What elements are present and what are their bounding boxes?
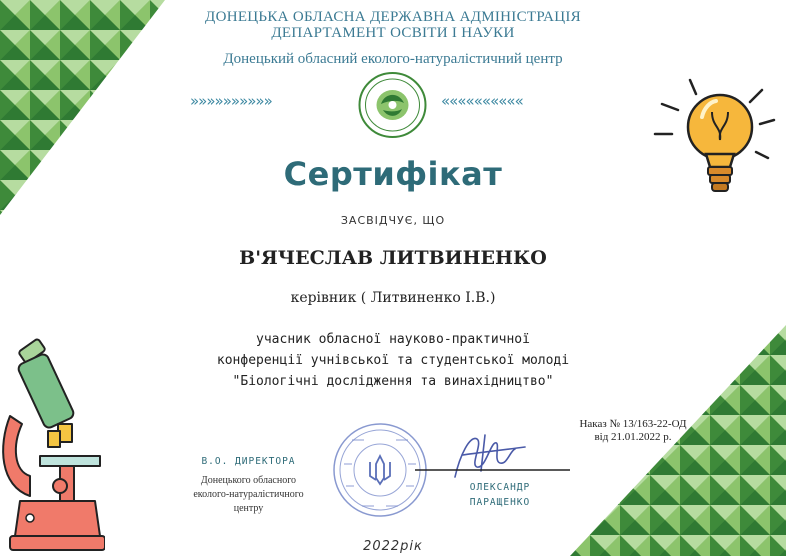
description-line-1: учасник обласної науково-практичної xyxy=(256,332,530,347)
signatory-organization xyxy=(166,474,331,516)
signatory-title: В.О. ДИРЕКТОРА xyxy=(201,456,296,467)
microscope-icon xyxy=(0,336,105,556)
arrows-right: «««««««««« xyxy=(441,92,523,110)
header-administration: ДОНЕЦЬКА ОБЛАСНА ДЕРЖАВНА АДМІНІСТРАЦІЯ xyxy=(205,9,581,25)
logo-emblem-icon xyxy=(355,70,430,140)
recipient-name: В'ЯЧЕСЛАВ ЛИТВИНЕНКО xyxy=(239,247,547,269)
signatory-last-name: ПАРАЩЕНКО xyxy=(469,497,531,508)
header-center: Донецький обласний еколого-натуралістичний центр xyxy=(223,51,563,67)
signatory-org-line-1: Донецького обласного xyxy=(200,475,297,486)
certifies-label: ЗАСВІДЧУЄ, ЩО xyxy=(340,214,446,227)
signatory-name xyxy=(445,480,555,510)
order-number: Наказ № 13/163-22-ОД xyxy=(579,418,687,430)
signatory-first-name: ОЛЕКСАНДР xyxy=(469,482,531,493)
description-line-2: конференції учнівської та студентської молоді xyxy=(216,353,570,368)
signatory-org-line-2: еколого-натуралістичного xyxy=(193,489,304,500)
signature-icon xyxy=(415,425,575,485)
issue-year: 2022рік xyxy=(363,539,423,554)
header-department: ДЕПАРТАМЕНТ ОСВІТИ І НАУКИ xyxy=(271,25,515,41)
recipient-role: керівник ( Литвиненко І.В.) xyxy=(290,290,496,306)
arrows-left: »»»»»»»»»» xyxy=(190,92,272,110)
order-date: від 21.01.2022 р. xyxy=(594,431,672,443)
signatory-org-line-3: центру xyxy=(233,503,264,514)
certificate-title: Сертифікат xyxy=(283,155,503,193)
description-line-3: "Біологічні дослідження та винахідництво" xyxy=(232,374,554,389)
